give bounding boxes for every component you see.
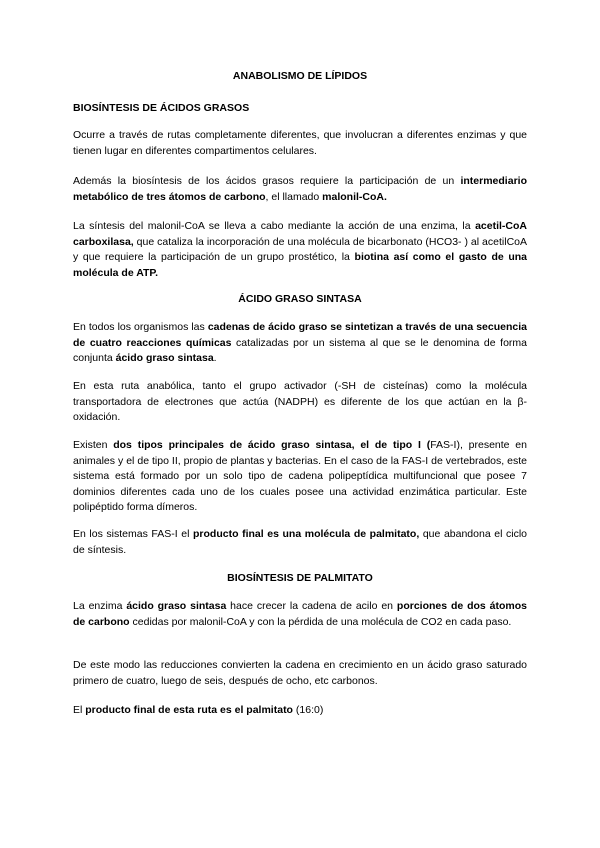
paragraph: En esta ruta anabólica, tanto el grupo activador (-SH de cisteínas) como la molécula transportadora de electrones que actúa (NADPH) es diferente de los que actúan en la β-oxidación. bbox=[73, 380, 527, 423]
section-heading-acido-graso-sintasa: ÁCIDO GRASO SINTASA bbox=[238, 293, 362, 305]
paragraph: Existen dos tipos principales de ácido graso sintasa, el de tipo I (FAS-I), presente en animales y el de tipo II, propio de plantas y bacterias. En el caso de la FAS-I de vertebrados, este sistema está formado por un solo tipo de cadena polipeptídica multifuncional que posee 7 dominios diferentes cada uno de los cuales posee una actividad enzimática particular. Este polipéptido forma dímeros. bbox=[73, 439, 527, 513]
paragraph: En los sistemas FAS-I el producto final es una molécula de palmitato, que abandona el ciclo de síntesis. bbox=[73, 528, 527, 556]
paragraph: De este modo las reducciones convierten la cadena en crecimiento en un ácido graso saturado primero de cuatro, luego de seis, después de ocho, etc carbonos. bbox=[73, 659, 527, 687]
paragraph: La síntesis del malonil-CoA se lleva a cabo mediante la acción de una enzima, la acetil-CoA carboxilasa, que cataliza la incorporación de una molécula de bicarbonato (HCO3- ) al acetilCoA y que requiere la participación de un grupo prostético, la biotina así como el gasto de una molécula de ATP. bbox=[73, 220, 527, 279]
paragraph: En todos los organismos las cadenas de ácido graso se sintetizan a través de una secuencia de cuatro reacciones químicas catalizadas por un sistema al que se le denomina de forma conjunta ácido graso sintasa. bbox=[73, 321, 528, 364]
paragraph: La enzima ácido graso sintasa hace crecer la cadena de acilo en porciones de dos átomos de carbono cedidas por malonil-CoA y con la pérdida de una molécula de CO2 en cada paso. bbox=[73, 600, 527, 628]
paragraph: Ocurre a través de rutas completamente diferentes, que involucran a diferentes enzimas y que tienen lugar en diferentes compartimentos celulares. bbox=[73, 129, 527, 157]
page-title: ANABOLISMO DE LÍPIDOS bbox=[232, 70, 368, 82]
paragraph: El producto final de esta ruta es el palmitato (16:0) bbox=[73, 704, 324, 716]
paragraph: Además la biosíntesis de los ácidos grasos requiere la participación de un intermediario metabólico de tres átomos de carbono, el llamado malonil-CoA. bbox=[73, 175, 527, 203]
section-heading-biosintesis-palmitato: BIOSÍNTESIS DE PALMITATO bbox=[227, 572, 373, 584]
section-heading-biosintesis-acidos-grasos: BIOSÍNTESIS DE ÁCIDOS GRASOS bbox=[73, 102, 250, 114]
